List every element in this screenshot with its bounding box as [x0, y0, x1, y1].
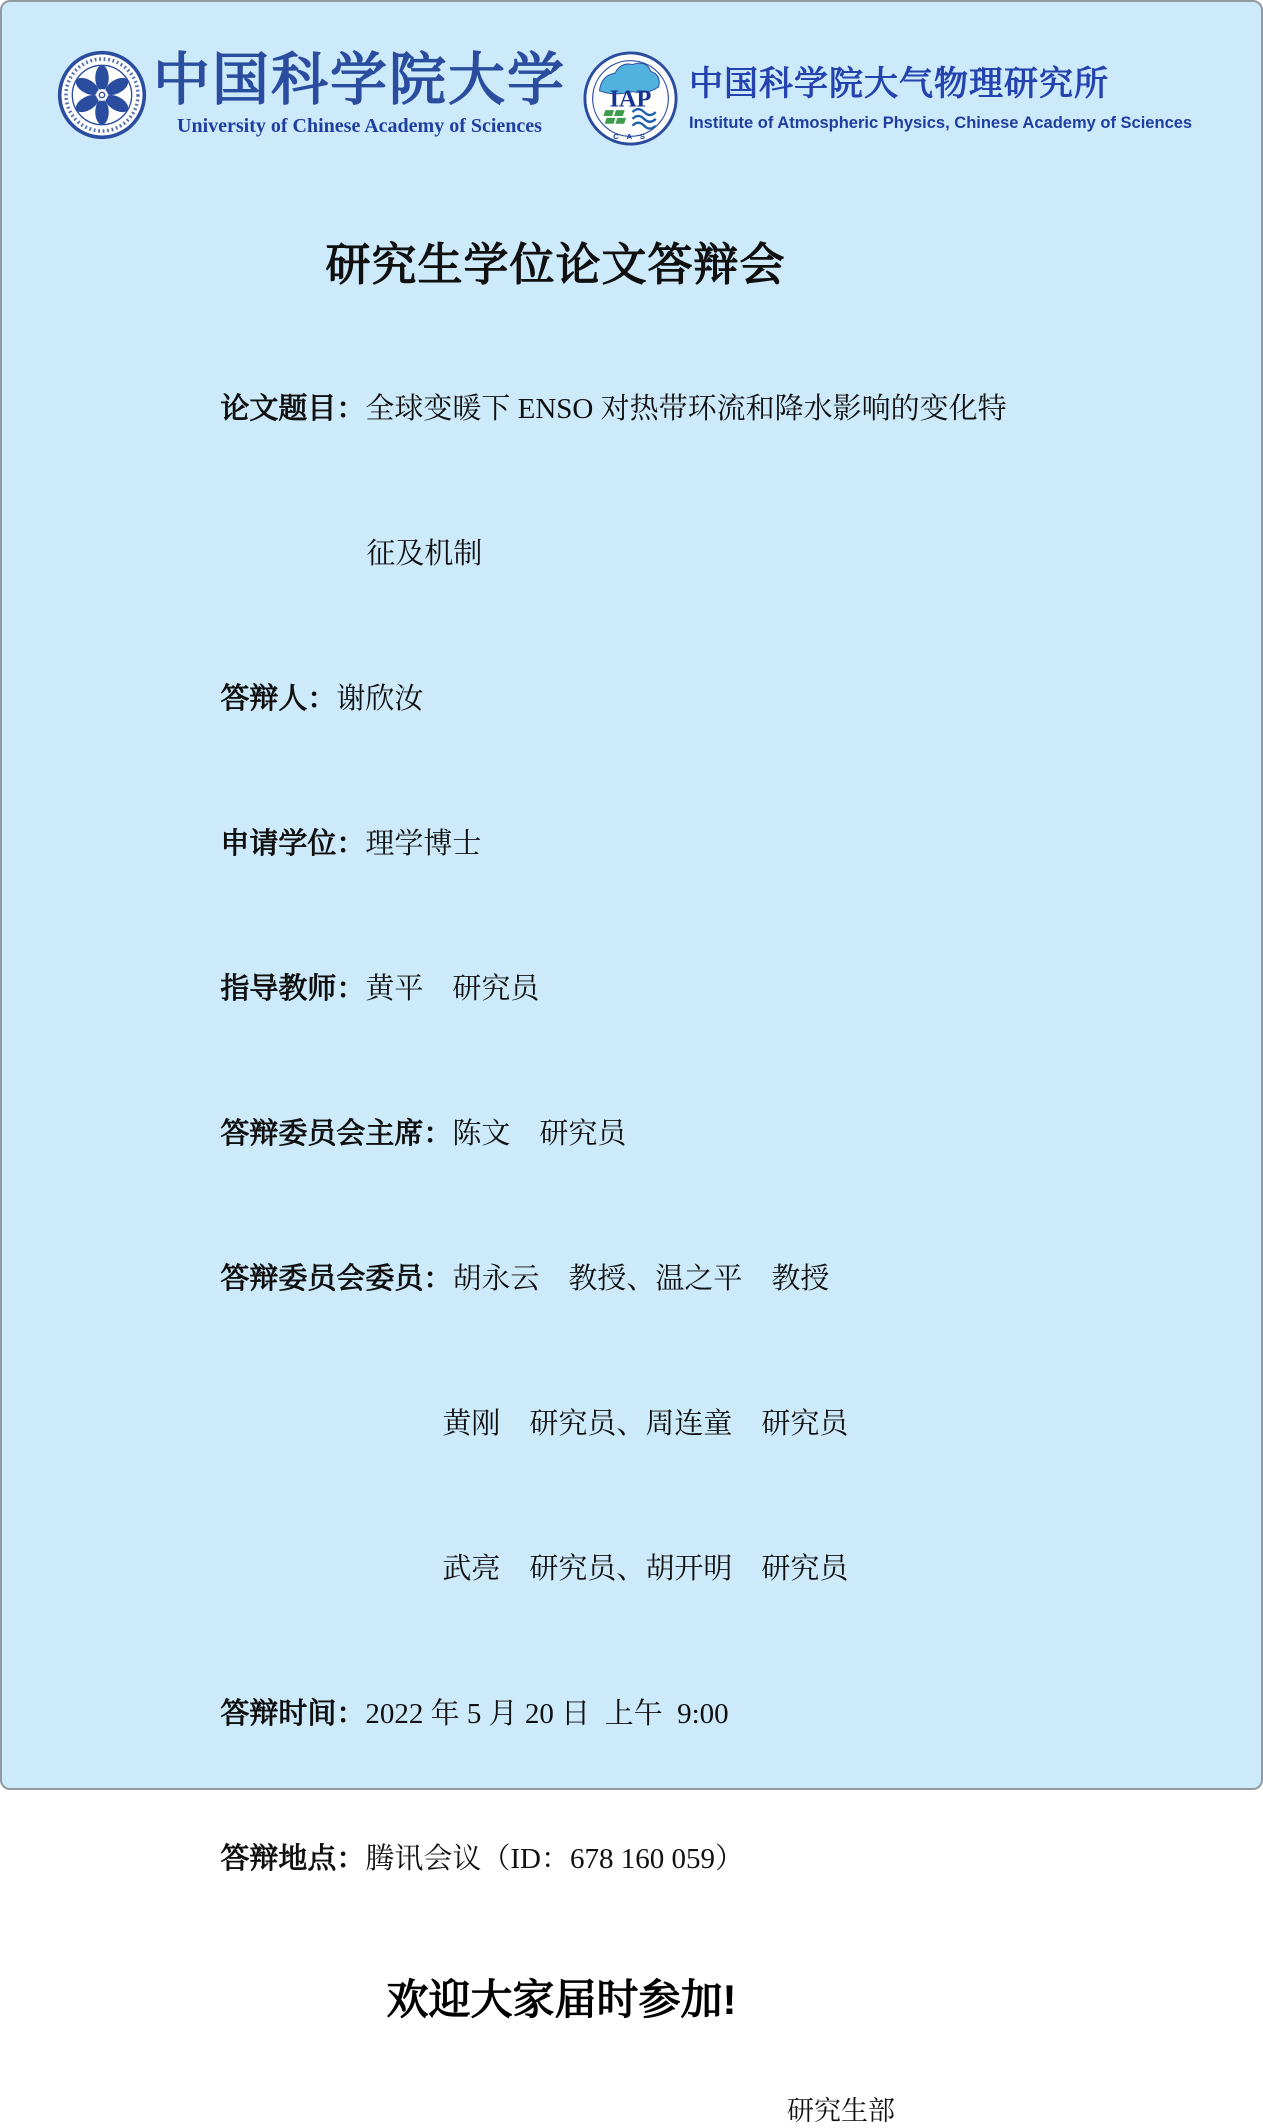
info-row-label: 答辩时间： — [220, 1698, 366, 1730]
info-row-thesis-title-cont — [172, 500, 1261, 608]
info-row-value: 武亮 研究员、胡开明 研究员 — [442, 1553, 849, 1585]
iap-emblem-sub-text: C A S — [613, 132, 648, 142]
ucas-name-cn: 中国科学院大学 — [153, 46, 566, 113]
info-row-value: 理学博士 — [365, 828, 482, 860]
ucas-name-en: University of Chinese Academy of Sciences — [177, 114, 542, 137]
header — [2, 2, 1261, 152]
ucas-text-block — [153, 46, 566, 138]
info-row-location — [172, 1805, 1261, 1913]
signature-text: 研究生部 — [787, 2096, 895, 2126]
info-row-value: 征及机制 — [366, 538, 483, 570]
info-row-degree — [172, 790, 1261, 898]
info-rows — [172, 355, 1261, 1913]
info-row-label: 答辩人： — [220, 683, 337, 715]
iap-name-cn: 中国科学院大气物理研究所 — [689, 64, 1109, 104]
info-row-label: 指导教师： — [220, 973, 366, 1005]
info-row-label: 论文题目： — [220, 393, 366, 425]
info-row-label: 答辩委员会委员： — [220, 1263, 453, 1295]
iap-name-en: Institute of Atmospheric Physics, Chinese Academy of Sciences — [689, 114, 1193, 132]
info-row-value: 陈文 研究员 — [452, 1118, 627, 1150]
info-row-time — [172, 1660, 1261, 1768]
info-row-value: 2022 年 5 月 20 日 上午 9:00 — [365, 1698, 729, 1730]
info-row-defender — [172, 645, 1261, 753]
info-row-value: 全球变暖下 ENSO 对热带环流和降水影响的变化特 — [365, 393, 1007, 425]
info-row-committee-cont-1 — [172, 1370, 1261, 1478]
info-row-chair — [172, 1080, 1261, 1188]
info-row-advisor — [172, 935, 1261, 1043]
iap-emblem-text: IAP — [609, 85, 652, 113]
info-row-label: 申请学位： — [220, 828, 366, 860]
iap-text-block — [689, 50, 1192, 133]
info-row-value: 黄平 研究员 — [365, 973, 540, 1005]
info-row-value: 胡永云 教授、温之平 教授 — [452, 1263, 830, 1295]
iap-emblem-icon — [582, 50, 679, 152]
info-row-label: 答辩地点： — [220, 1843, 366, 1875]
welcome-text: 欢迎大家届时参加! — [386, 1976, 737, 2023]
info-row-value: 谢欣汝 — [336, 683, 424, 715]
info-row-thesis-title — [172, 355, 1261, 463]
info-row-committee — [172, 1225, 1261, 1333]
info-row-value: 黄刚 研究员、周连童 研究员 — [442, 1408, 849, 1440]
info-row-label: 答辩委员会主席： — [220, 1118, 453, 1150]
ucas-emblem-icon — [57, 50, 147, 145]
info-row-committee-cont-2 — [172, 1515, 1261, 1623]
page-title: 研究生学位论文答辩会 — [325, 239, 786, 290]
ucas-logo — [57, 46, 566, 145]
iap-logo — [582, 50, 1192, 152]
info-row-value: 腾讯会议（ID：678 160 059） — [365, 1843, 744, 1875]
